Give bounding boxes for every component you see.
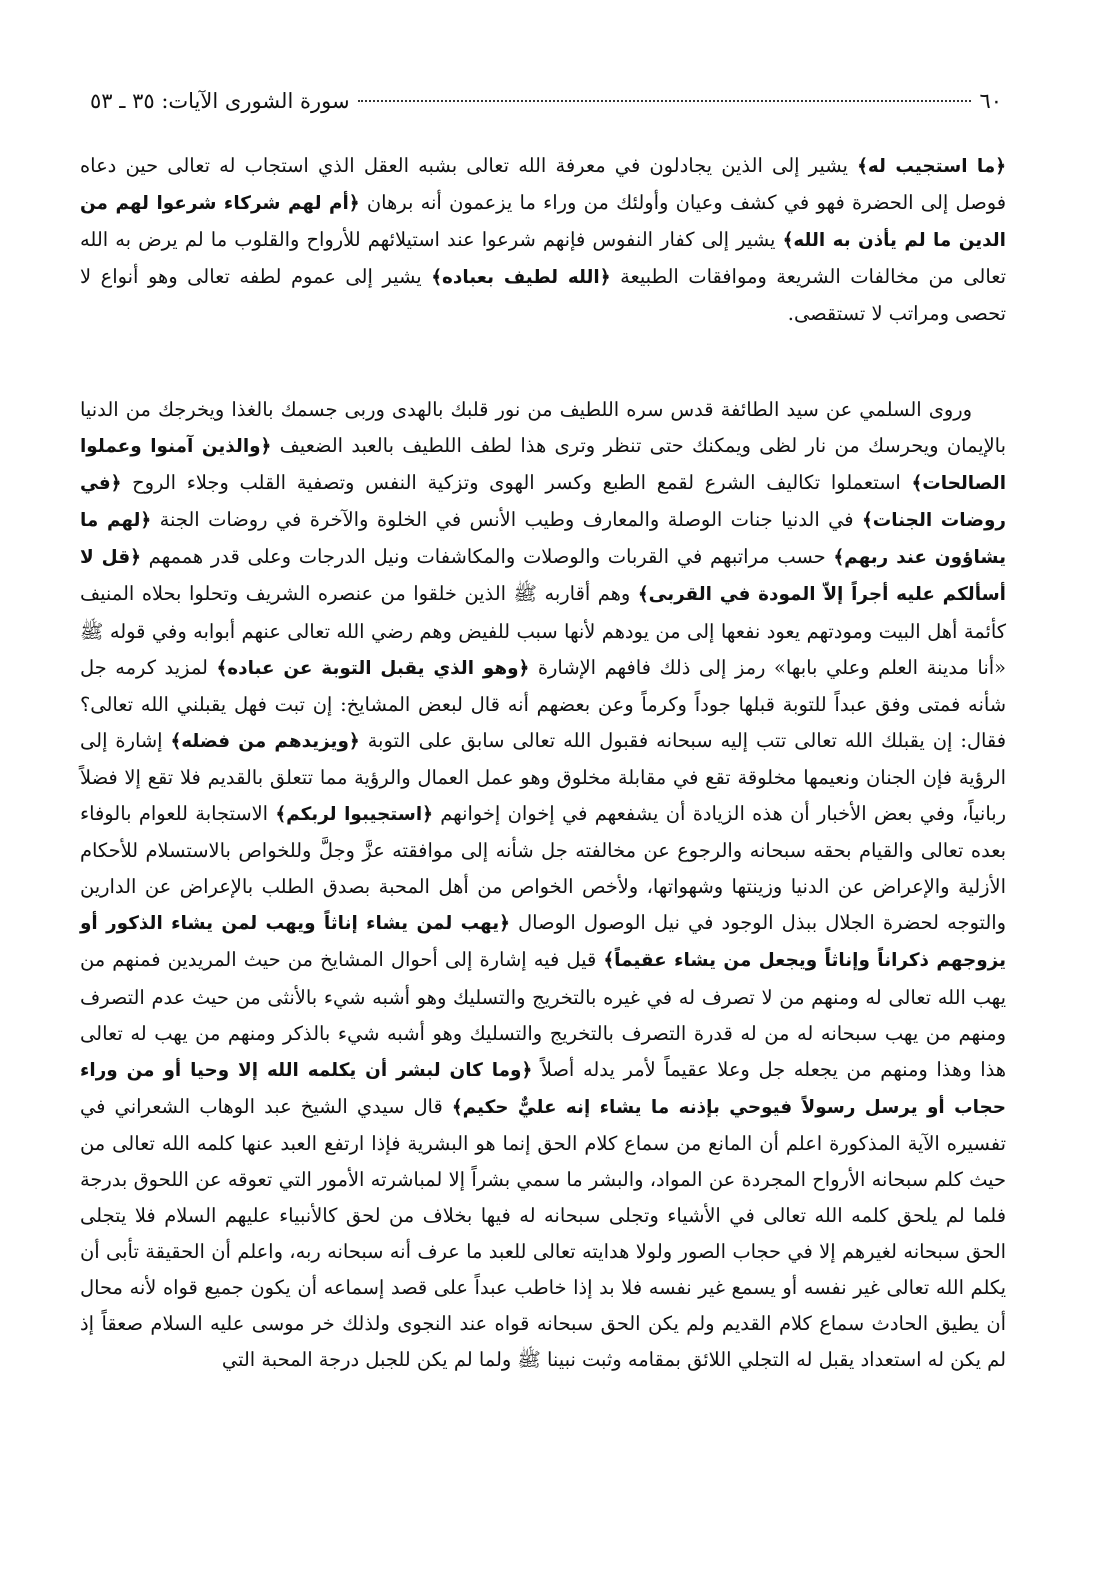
commentary-text: إشارة إلى الرؤية فإن الجنان ونعيمها مخلوقة تقع في مقابلة مخلوق وهو عمل العمال والرؤية مما تتعلق بالقديم فلا تقع إلا فضلاً ربانياً، وفي بعض الأخبار أن هذه الزيادة أن يشفعهم في إخوان إخوانهم (80, 728, 1006, 826)
quran-quote: ﴿ما استجيب له﴾ (857, 156, 1006, 177)
commentary-text: يشير إلى كفار النفوس فإنهم شرعوا عند استيلائهم للأرواح والقلوب ما لم يرض به الله تعالى من مخالفات الشريعة وموافقات الطبيعة (80, 228, 1006, 289)
quran-quote: ﴿أم لهم شركاء شرعوا لهم من الدين ما لم يأذن به الله﴾ (80, 193, 1006, 252)
header-title: سورة الشورى الآيات: ٣٥ ـ ٥٣ (90, 89, 350, 113)
commentary-text: الاستجابة للعوام بالوفاء بعده تعالى والقيام بحقه سبحانه والرجوع عن مخالفته جل شأنه إلى موافقته عزَّ وجلَّ وللخواص بالاستسلام للأحكام الأزلية والإعراض عن الدنيا وزينتها وشهواتها، ولأخص الخواص من أهل المحبة بصدق الطلب بالإعراض عن الدارين والتوجه لحضرة الجلال ببذل الوجود في نيل الوصول الوصال (80, 802, 1006, 935)
quran-quote: ﴿الله لطيف بعباده﴾ (431, 267, 611, 289)
quran-quote: ﴿ويزيدهم من فضله﴾ (170, 730, 360, 752)
quran-quote: ﴿لهم ما يشاؤون عند ربهم﴾ (80, 510, 1006, 569)
dotted-leader (358, 100, 972, 102)
quran-quote: ﴿يهب لمن يشاء إناثاً ويهب لمن يشاء الذكور أو يزوجهم ذكراناً وإناثاً ويجعل من يشاء عقيماً﴾ (80, 913, 1006, 972)
commentary-text: قيل فيه إشارة إلى أحوال المشايخ من حيث المريدين فمنهم من يهب الله تعالى له ومنهم من لا تصرف له في غيره بالتخريج والتسليك وهو أشبه شيء بالأنثى من حيث عدم التصرف ومنهم من يهب سبحانه له من له قدرة التصرف بالتخريج والتسليك وهو أشبه شيء بالذكر ومنهم من يهب له تعالى هذا وهذا ومنهم من يجعله جل وعلا عقيماً لأمر يدله أصلاً (80, 948, 1006, 1081)
quran-quote: ﴿استجيبوا لربكم﴾ (275, 804, 433, 826)
quran-quote: ﴿في روضات الجنات﴾ (80, 473, 1006, 532)
commentary-text: وهم أقاربه ﷺ الذين خلقوا من عنصره الشريف وتحلوا بحلاه المنيف كأئمة أهل البيت ومودتهم يعود نفعها إلى من يودهم لأنها سبب للفيض وهم رضي الله تعالى عنهم أبوابه وفي قوله ﷺ «أنا مدينة العلم وعلي بابها» رمز إلى ذلك فافهم الإشارة (80, 582, 1006, 679)
page-number: ٦٠ (979, 89, 1002, 113)
commentary-text: قال سيدي الشيخ عبد الوهاب الشعراني في تفسيره الآية المذكورة اعلم أن المانع من سماع كلام الحق إنما هو البشرية فإذا ارتفع العبد عنها كلمه الله تعالى من حيث كلم سبحانه الأرواح المجردة عن المواد، والبشر ما سمي بشراً إلا لمباشرته الأمور التي تعوقه عن اللحوق بدرجة فلما لم يلحق كلمه الله تعالى في الأشياء وتجلى سبحانه له فيها بخلاف من لحق كالأنبياء عليهم السلام فلا يتجلى الحق سبحانه لغيرهم إلا في حجاب الصور ولولا هدايته تعالى للعبد ما عرف أنه سبحانه ربه، واعلم أن الحقيقة تأبى أن يكلم الله تعالى غير نفسه أو يسمع غير نفسه فلا بد إذا خاطب عبداً على قصد إسماعه أن يكون جميع قواه لأنه محال أن يطيق الحادث سماع كلام القديم ولم يكن الحق سبحانه قواه عند النجوى ولذلك خر موسى عليه السلام صعقاً إذ لم يكن له استعداد يقبل له التجلي اللائق بمقامه وثبت نبينا ﷺ ولما لم يكن للجبل درجة المحبة التي (80, 1094, 1006, 1372)
commentary-text: يشير إلى الذين يجادلون في معرفة الله تعالى بشبه العقل الذي استجاب له تعالى حين دعاه فوصل إلى الحضرة فهو في كشف وعيان وأولئك من وراء ما يزعمون أنه برهان (80, 154, 1006, 215)
commentary-text: استعملوا تكاليف الشرع لقمع الطبع وكسر الهوى وتزكية النفس وتصفية القلب وجلاء الروح (121, 471, 912, 495)
commentary-text: وروى السلمي عن سيد الطائفة قدس سره اللطيف من نور قلبك بالهدى وربى جسمك بالغذا ويخرجك من الدنيا بالإيمان ويحرسك من نار لظى ويمكنك حتى تنظر وترى هذا لطف اللطيف بالعبد الضعيف (80, 398, 1006, 458)
quran-quote: ﴿وما كان لبشر أن يكلمه الله إلا وحيا أو من وراء حجاب أو يرسل رسولاً فيوحي بإذنه ما يشاء إنه عليٌّ حكيم﴾ (80, 1059, 1006, 1118)
quran-quote: ﴿وهو الذي يقبل التوبة عن عباده﴾ (216, 657, 530, 679)
paragraph-1 (80, 148, 1006, 332)
commentary-text: في الدنيا جنات الوصلة والمعارف وطيب الأنس في الخلوة والآخرة في روضات الجنة (151, 508, 863, 532)
commentary-text: حسب مراتبهم في القربات والوصلات والمكاشفات ونيل الدرجات وعلى قدر هممهم (140, 545, 834, 569)
running-header (90, 86, 1002, 116)
quran-quote: ﴿والذين آمنوا وعملوا الصالحات﴾ (80, 436, 1006, 495)
quran-quote: ﴿قل لا أسألكم عليه أجراً إلاّ المودة في القربى﴾ (80, 547, 1006, 606)
paragraph-2 (80, 392, 1006, 1379)
commentary-text: يشير إلى عموم لطفه تعالى وهو أنواع لا تحصى ومراتب لا تستقصى. (80, 265, 1006, 326)
commentary-text: لمزيد كرمه جل شأنه فمتى وفق عبداً للتوبة قبلها جوداً وكرماً وعن بعضهم أنه قال لبعض المشايخ: إن تبت فهل يقبلني الله تعالى؟ فقال: إن يقبلك الله تعالى تتب إليه سبحانه فقبول الله تعالى سابق على التوبة (80, 655, 1006, 752)
